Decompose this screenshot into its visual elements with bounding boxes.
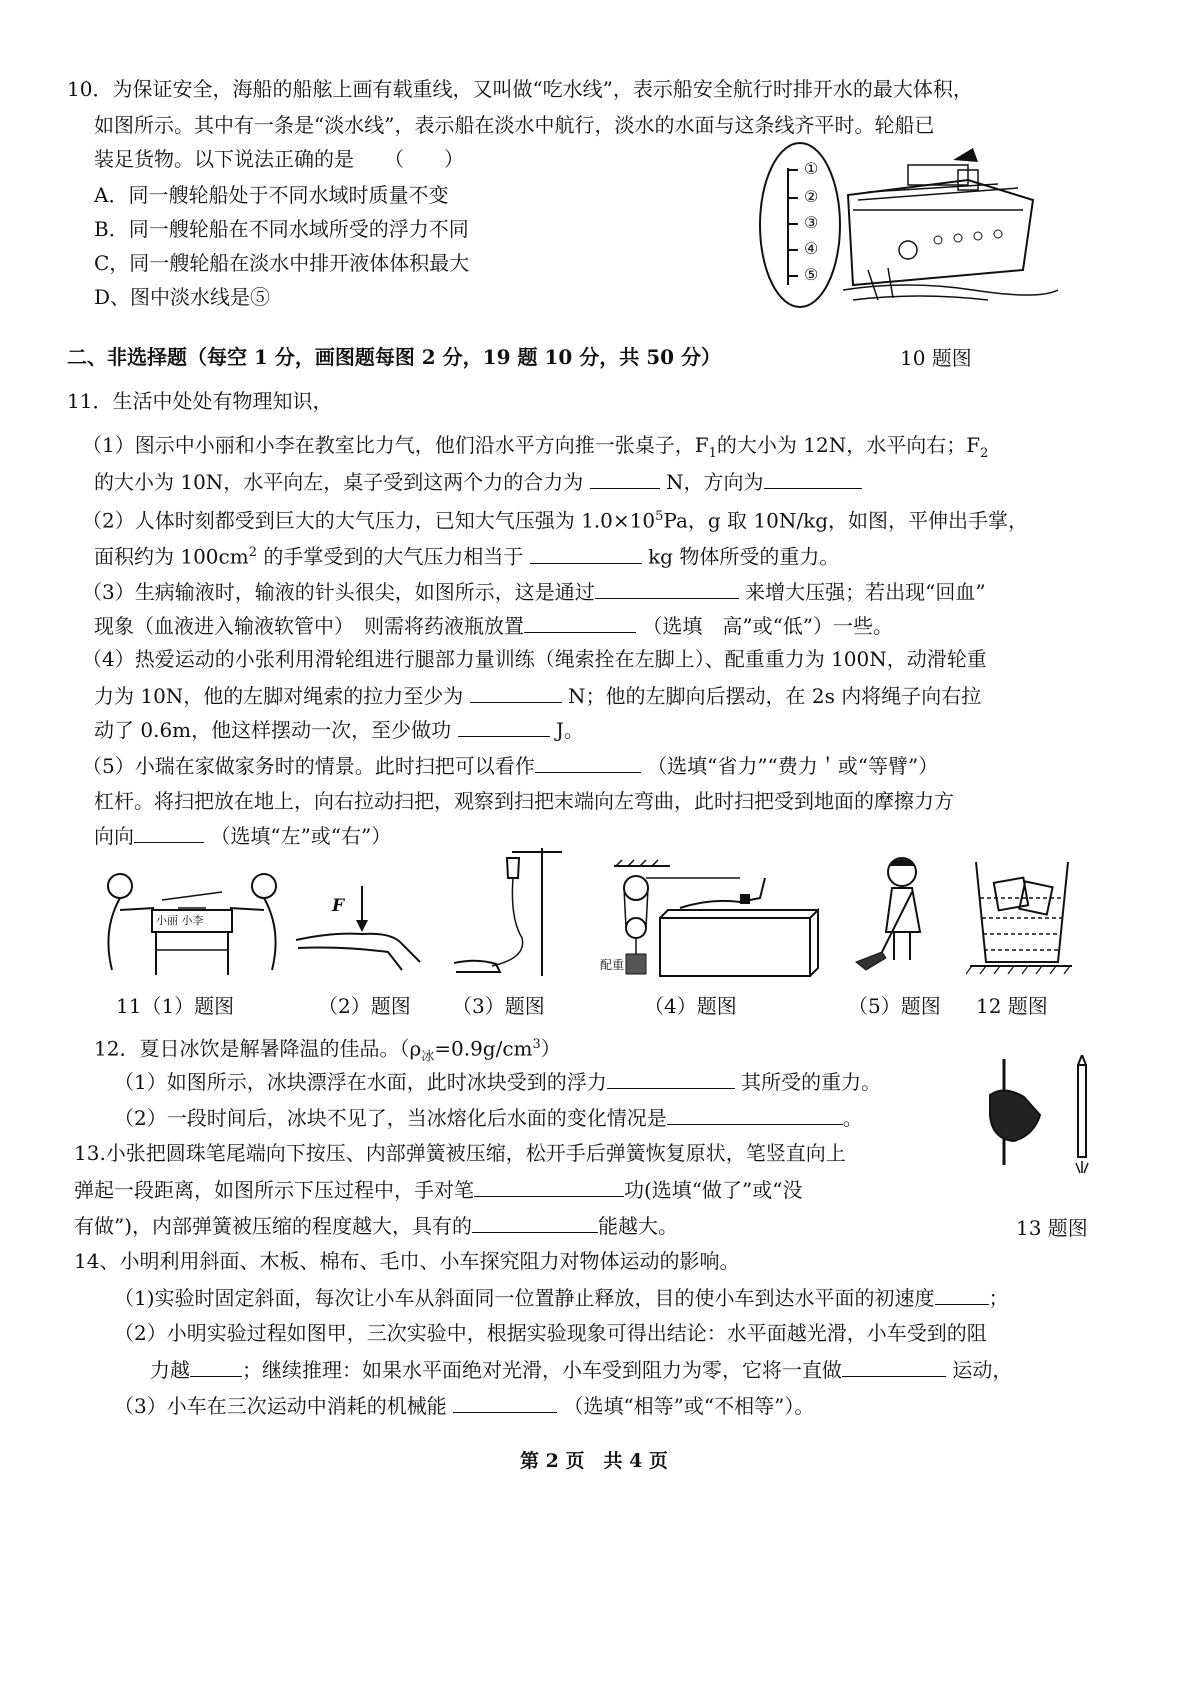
q13-text-b: 功(选填“做了”或“没 xyxy=(624,1178,803,1202)
q11-p5-text-a: （5）小瑞在家做家务时的情景。此时扫把可以看作 xyxy=(82,754,535,778)
q14-p3-text-a: （3）小车在三次运动中消耗的机械能 xyxy=(114,1394,447,1418)
q11-part4-line3 xyxy=(94,716,584,743)
motion-type-blank[interactable] xyxy=(842,1356,946,1377)
load-line-mark-3: ③ xyxy=(804,213,819,232)
q11-p4-text-a: 力为 10N，他的左脚对绳索的拉力至少为 xyxy=(94,684,464,708)
hand-drawing xyxy=(292,882,422,972)
resistance-blank[interactable] xyxy=(190,1356,242,1377)
page-footer: 第 2 页 共 4 页 xyxy=(520,1450,668,1472)
q11-part3-line1 xyxy=(82,578,986,605)
q12-text-c: ） xyxy=(540,1036,561,1061)
q12-p1-text-b: 其所受的重力。 xyxy=(741,1070,882,1094)
q11-p1-text-d: N，方向为 xyxy=(666,470,764,494)
q10-option-b: B．同一艘轮船在不同水域所受的浮力不同 xyxy=(94,217,469,241)
fig-11-5-sweeping xyxy=(852,852,942,972)
q11-part2-line1 xyxy=(82,504,1028,534)
load-line-mark-4: ④ xyxy=(804,239,819,258)
q10-option-a: A．同一艘轮船处于不同水域时质量不变 xyxy=(94,183,449,207)
q13-text-a: 弹起一段距离，如图所示下压过程中，手对笔 xyxy=(74,1178,474,1202)
q10-figure-caption: 10 题图 xyxy=(900,346,972,370)
q11-p3-text-b: 来增大压强；若出现“回血” xyxy=(745,580,986,604)
caption-12: 12 题图 xyxy=(976,994,1048,1018)
q12-part2 xyxy=(114,1104,863,1131)
energy-consumed-blank[interactable] xyxy=(453,1392,557,1413)
energy-type-blank[interactable] xyxy=(472,1212,598,1233)
cm3-superscript: 3 xyxy=(532,1037,541,1052)
q11-part5-line3 xyxy=(94,822,391,849)
q11-p2-text-b: Pa，g 取 10N/kg，如图，平伸出手掌， xyxy=(663,508,1028,533)
q12-p2-text-a: （2）一段时间后，冰块不见了，当冰熔化后水面的变化情况是 xyxy=(114,1106,667,1130)
q11-part4-line2 xyxy=(94,682,981,709)
ice-density-subscript: 冰 xyxy=(421,1049,435,1065)
q11-part5-line1 xyxy=(82,752,938,779)
f1-subscript: 1 xyxy=(708,446,717,461)
force-direction-blank[interactable] xyxy=(764,468,862,489)
q11-part5-line2: 杠杆。将扫把放在地上，向右拉动扫把，观察到扫把末端向左弯曲，此时扫把受到地面的摩擦力方 xyxy=(94,789,954,813)
fig-11-4-pulley xyxy=(600,858,820,980)
q13-line3 xyxy=(74,1212,678,1239)
pressure-exponent: 5 xyxy=(655,509,664,524)
q11-p2-text-e: kg 物体所受的重力。 xyxy=(648,544,840,569)
pulley-drawing xyxy=(600,858,820,980)
lever-type-blank[interactable] xyxy=(535,752,641,773)
caption-11-5: （5）题图 xyxy=(848,994,941,1018)
q14-part2-line2 xyxy=(150,1356,1012,1383)
ship-drawing xyxy=(758,140,1058,310)
q11-part4-line1: （4）热爱运动的小张利用滑轮组进行腿部力量训练（绳索拴在左脚上）、配重重力为 100N，动滑轮重 xyxy=(82,647,987,671)
q12-p1-text-a: （1）如图所示，冰块漂浮在水面，此时冰块受到的浮力 xyxy=(114,1070,607,1094)
initial-speed-blank[interactable] xyxy=(935,1284,989,1305)
mass-blank[interactable] xyxy=(530,543,642,564)
q11-p4-text-d: J。 xyxy=(555,718,584,742)
iv-drip-drawing xyxy=(452,848,572,978)
load-line-mark-1: ① xyxy=(804,159,819,178)
q11-part1-line1 xyxy=(82,432,988,467)
q14-intro: 14、小明利用斜面、木板、棉布、毛巾、小车探究阻力对物体运动的影响。 xyxy=(74,1249,740,1273)
fig-11-1-desk-push xyxy=(92,870,292,980)
q13-line1: 13.小张把圆珠笔尾端向下按压、内部弹簧被压缩，松开手后弹簧恢复原状，笔竖直向上 xyxy=(74,1141,846,1165)
q11-intro: 11．生活中处处有物理知识， xyxy=(67,389,333,413)
fig-11-3-iv-drip xyxy=(452,848,572,978)
caption-11-2: （2）题图 xyxy=(318,994,411,1018)
q11-p2-text-c: 面积约为 100cm xyxy=(94,544,249,569)
pull-force-blank[interactable] xyxy=(470,682,562,703)
q10-stem-line1: 10．为保证安全，海船的船舷上画有载重线，又叫做“吃水线”，表示船安全航行时排开水的最大体积， xyxy=(67,77,973,101)
f2-subscript: 2 xyxy=(980,446,989,461)
caption-11-3: （3）题图 xyxy=(452,994,545,1018)
q10-option-c: C，同一艘轮船在淡水中排开液体体积最大 xyxy=(94,251,470,275)
friction-direction-blank[interactable] xyxy=(134,822,204,843)
load-line-mark-5: ⑤ xyxy=(804,265,819,284)
bottle-height-blank[interactable] xyxy=(524,612,636,633)
ship-load-line-figure xyxy=(758,140,1058,310)
q14-p1-text-a: （1)实验时固定斜面，每次让小车从斜面同一位置静止释放，目的使小车到达水平面的初速度 xyxy=(114,1286,935,1310)
q12-text-a: 12．夏日冰饮是解暑降温的佳品。（ρ xyxy=(94,1036,422,1061)
caption-11-1: 11（1）题图 xyxy=(116,994,235,1018)
water-level-change-blank[interactable] xyxy=(667,1104,843,1125)
q12-p2-text-b: 。 xyxy=(842,1106,863,1130)
load-line-mark-2: ② xyxy=(804,187,819,206)
q11-p2-text-d: 的手掌受到的大气压力相当于 xyxy=(256,544,524,569)
q11-p4-text-b: N；他的左脚向后摆动，在 2s 内将绳子向右拉 xyxy=(568,684,982,708)
q12-text-b: =0.9g/cm xyxy=(434,1036,533,1061)
q14-part3 xyxy=(114,1392,814,1419)
q13-text-d: 能越大。 xyxy=(598,1214,679,1238)
q11-part1-line2 xyxy=(94,468,862,495)
q12-intro xyxy=(94,1032,561,1071)
buoyancy-compare-blank[interactable] xyxy=(607,1068,735,1089)
pressure-method-blank[interactable] xyxy=(595,578,739,599)
q13-line2 xyxy=(74,1176,802,1203)
q13-figure-caption: 13 题图 xyxy=(1016,1216,1088,1240)
fig-13-pen xyxy=(984,1055,1104,1175)
q11-p2-text-a: （2）人体时刻都受到巨大的大气压力，已知大气压强为 1.0×10 xyxy=(82,508,656,533)
sweeping-girl-drawing xyxy=(852,852,942,972)
pen-press-drawing xyxy=(984,1055,1104,1175)
q14-p2-text-a: 力越 xyxy=(150,1358,190,1382)
fig-12-ice-water xyxy=(966,858,1076,976)
q11-part3-line2 xyxy=(94,612,893,639)
q11-p1-text-c: 的大小为 10N，水平向左，桌子受到这两个力的合力为 xyxy=(94,470,584,494)
q14-p1-text-b: ； xyxy=(988,1286,1009,1310)
q11-p5-text-b: （选填“省力”“费力＇或“等臂”） xyxy=(647,754,939,778)
q14-p2-text-b: ；继续推理：如果水平面绝对光滑，小车受到阻力为零，它将一直做 xyxy=(242,1358,842,1382)
q11-p1-text-b: 的大小为 12N，水平向右；F xyxy=(716,433,981,457)
q14-p2-text-c: 运动， xyxy=(952,1358,1013,1382)
desk-names-label: 小丽 小李 xyxy=(156,914,204,927)
q14-p3-text-b: （选填“相等”或“不相等”）。 xyxy=(563,1394,815,1418)
fig-11-2-hand xyxy=(292,882,422,972)
q13-text-c: 有做”)，内部弹簧被压缩的程度越大，具有的 xyxy=(74,1214,473,1238)
section-2-title: 二、非选择题（每空 1 分，画图题每图 2 分，19 题 10 分，共 50 分） xyxy=(67,345,721,369)
q12-part1 xyxy=(114,1068,881,1095)
q10-stem-line2: 如图所示。其中有一条是“淡水线”，表示船在淡水中航行，淡水的水面与这条线齐平时。轮船已 xyxy=(94,113,935,137)
caption-11-4: （4）题图 xyxy=(644,994,737,1018)
q11-part2-line2 xyxy=(94,540,839,570)
ice-in-water-drawing xyxy=(966,858,1076,976)
q10-option-d: D、图中淡水线是⑤ xyxy=(94,285,271,309)
q11-p3-text-c: 现象（血液进入输液软管中） 则需将药液瓶放置 xyxy=(94,614,524,638)
q14-part2-line1: （2）小明实验过程如图甲，三次实验中，根据实验现象可得出结论：水平面越光滑，小车受到的阻 xyxy=(114,1321,987,1345)
area-exponent: 2 xyxy=(248,545,257,560)
q11-p3-text-d: （选填 高”或“低”）一些。 xyxy=(642,614,894,638)
q11-p5-text-c: 向向 xyxy=(94,824,134,848)
q14-part1 xyxy=(114,1284,1009,1311)
q11-p3-text-a: （3）生病输液时，输液的针头很尖，如图所示，这是通过 xyxy=(82,580,595,604)
q10-stem-line3: 装足货物。以下说法正确的是 （ ） xyxy=(94,147,464,171)
work-blank[interactable] xyxy=(458,716,550,737)
force-f-label: F xyxy=(332,896,345,916)
q11-p4-text-c: 动了 0.6m，他这样摆动一次，至少做功 xyxy=(94,718,452,742)
q11-p1-text-a: （1）图示中小丽和小李在教室比力气，他们沿水平方向推一张桌子，F xyxy=(82,433,709,457)
counterweight-label: 配重 xyxy=(600,958,625,972)
q11-p5-text-d: （选填“左”或“右”） xyxy=(210,824,392,848)
net-force-blank[interactable] xyxy=(590,468,660,489)
work-done-blank[interactable] xyxy=(474,1176,624,1197)
